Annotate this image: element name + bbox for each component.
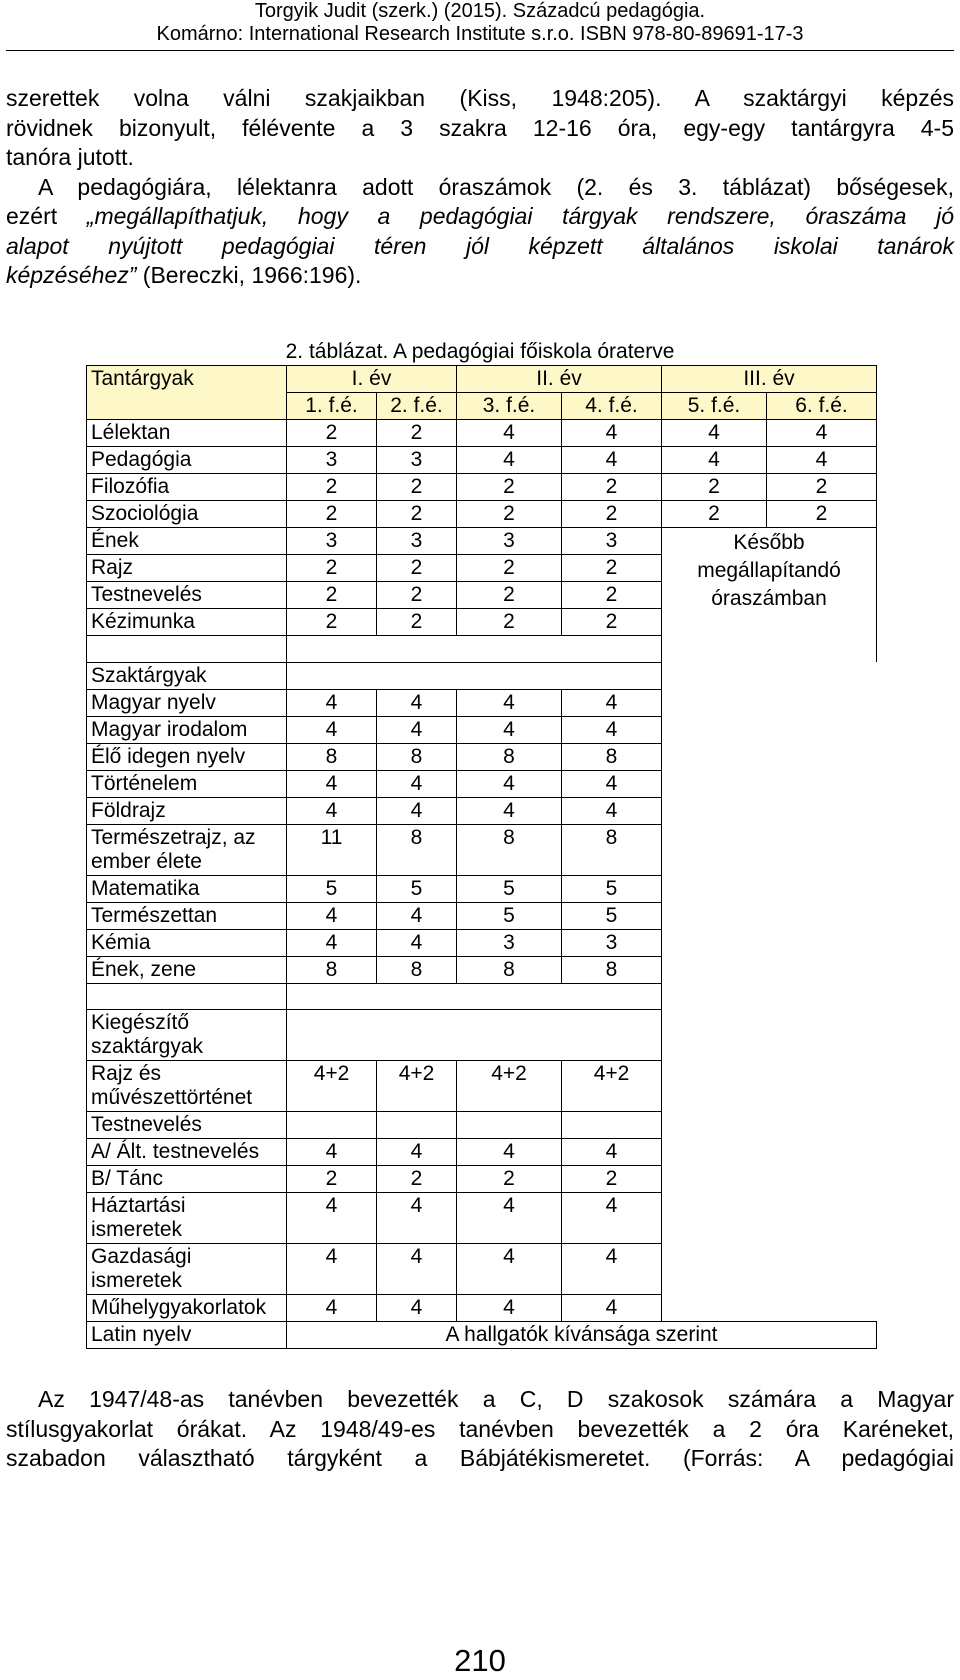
hours-cell: 3 — [377, 528, 457, 555]
year-header: II. év — [457, 366, 662, 393]
table-row — [87, 824, 877, 875]
empty-cell — [87, 636, 287, 663]
hours-cell: 4 — [457, 447, 562, 474]
table-header-row — [87, 366, 877, 393]
intro-quote: alapot nyújtott pedagógiai téren jól képzett általános iskolai tanárok — [6, 232, 954, 259]
hours-cell: 5 — [457, 875, 562, 902]
table-row — [87, 902, 877, 929]
hours-cell: 4 — [287, 716, 377, 743]
hours-cell: 2 — [377, 420, 457, 447]
semester-header: 3. f.é. — [457, 393, 562, 420]
year-header: III. év — [662, 366, 877, 393]
hours-cell: 4 — [562, 447, 662, 474]
later-note-line: Később — [733, 531, 805, 554]
hours-cell: 2 — [457, 1166, 562, 1193]
hours-cell: 2 — [562, 474, 662, 501]
hours-cell: 4 — [457, 420, 562, 447]
hours-cell — [287, 1112, 377, 1139]
empty-cell — [662, 983, 877, 1010]
hours-cell: 4 — [287, 929, 377, 956]
hours-cell: 4 — [287, 689, 377, 716]
hours-cell: 2 — [287, 555, 377, 582]
hours-cell — [457, 1112, 562, 1139]
subject-name: Latin nyelv — [87, 1322, 287, 1349]
subject-name: Matematika — [87, 875, 287, 902]
subject-name: Pedagógia — [87, 447, 287, 474]
empty-cell — [662, 770, 877, 797]
intro-line: rövidnek bizonyult, félévente a 3 szakra 12-16 óra, egy-egy tantárgyra 4-5 — [6, 114, 954, 141]
hours-cell: 8 — [287, 743, 377, 770]
header-citation: Torgyik Judit (szerk.) (2015). Századcú pedagógia. — [254, 0, 706, 22]
subject-name: Testnevelés — [87, 1112, 287, 1139]
subject-name: Élő idegen nyelv — [87, 743, 287, 770]
hours-cell: 4 — [377, 797, 457, 824]
hours-cell: 2 — [457, 555, 562, 582]
subject-name: Háztartási ismeretek — [87, 1193, 287, 1244]
table-row — [87, 689, 877, 716]
table-caption: 2. táblázat. A pedagógiai főiskola óraterve — [285, 340, 675, 363]
empty-cell — [662, 1166, 877, 1193]
table-spacer-row — [87, 983, 877, 1010]
subject-name: Földrajz — [87, 797, 287, 824]
subject-name: Gazdasági ismeretek — [87, 1244, 287, 1295]
intro-line — [6, 261, 954, 291]
hours-cell: 4 — [562, 420, 662, 447]
hours-cell: 2 — [562, 1166, 662, 1193]
hours-cell: 4 — [287, 770, 377, 797]
hours-cell: 4+2 — [562, 1061, 662, 1112]
later-note-line: megállapítandó — [697, 559, 841, 582]
hours-cell: 2 — [562, 582, 662, 609]
page-header — [0, 0, 960, 46]
hours-cell: 4 — [562, 1139, 662, 1166]
hours-cell: 4+2 — [457, 1061, 562, 1112]
table-row — [87, 528, 877, 555]
hours-cell: 4 — [457, 689, 562, 716]
page-number: 210 — [454, 1643, 506, 1678]
hours-cell: 8 — [562, 743, 662, 770]
hours-cell: 4 — [767, 447, 877, 474]
hours-cell: 4 — [287, 1139, 377, 1166]
intro-quote: „megállapíthatjuk, hogy a pedagógiai tárgyak rendszere, óraszáma jó — [86, 203, 954, 229]
hours-cell: 5 — [562, 902, 662, 929]
intro-citation: (Bereczki, 1966:196). — [136, 262, 362, 288]
intro-quote: képzéséhez” — [6, 262, 137, 288]
hours-cell: 4 — [562, 797, 662, 824]
intro-text: ezért — [6, 203, 87, 229]
hours-cell: 2 — [377, 609, 457, 636]
outro-line: Az 1947/48-as tanévben bevezették a C, D szakosok számára a Magyar — [38, 1386, 954, 1412]
outro-line: stílusgyakorlat órákat. Az 1948/49-es tanévben bevezették a 2 óra Karéneket, — [6, 1415, 954, 1442]
hours-cell: 5 — [377, 875, 457, 902]
section-title-row — [87, 1010, 877, 1061]
empty-cell — [87, 983, 287, 1010]
subject-name: Magyar irodalom — [87, 716, 287, 743]
hours-cell: 8 — [377, 743, 457, 770]
hours-cell: 3 — [287, 447, 377, 474]
outro-paragraph — [6, 1385, 954, 1474]
hours-cell: 2 — [562, 501, 662, 528]
hours-cell: 4 — [377, 902, 457, 929]
hours-cell: 8 — [457, 956, 562, 983]
hours-cell: 2 — [562, 555, 662, 582]
subject-name: Filozófia — [87, 474, 287, 501]
table-row — [87, 1193, 877, 1244]
hours-cell: 8 — [562, 824, 662, 875]
hours-cell: 3 — [287, 528, 377, 555]
hours-cell: 2 — [457, 609, 562, 636]
hours-cell: 4 — [287, 797, 377, 824]
intro-line: A pedagógiára, lélektanra adott óraszámok (2. és 3. táblázat) bőségesek, — [38, 173, 954, 200]
hours-cell: 4 — [562, 1295, 662, 1322]
subject-name: Történelem — [87, 770, 287, 797]
semester-header: 2. f.é. — [377, 393, 457, 420]
hours-cell: 2 — [562, 609, 662, 636]
hours-cell: 8 — [562, 956, 662, 983]
hours-cell: 2 — [377, 501, 457, 528]
empty-cell — [287, 983, 662, 1010]
hours-cell — [562, 1112, 662, 1139]
table-row — [87, 1112, 877, 1139]
empty-cell — [662, 902, 877, 929]
hours-cell: 2 — [287, 1166, 377, 1193]
table-row — [87, 1139, 877, 1166]
hours-cell: 4 — [562, 1244, 662, 1295]
hours-cell: 5 — [562, 875, 662, 902]
hours-cell: 2 — [457, 582, 562, 609]
table-row — [87, 956, 877, 983]
hours-cell: 4 — [662, 447, 767, 474]
subject-name: Testnevelés — [87, 582, 287, 609]
subject-name: Rajz — [87, 555, 287, 582]
subject-name: B/ Tánc — [87, 1166, 287, 1193]
subject-name: Műhelygyakorlatok — [87, 1295, 287, 1322]
subject-name: Ének, zene — [87, 956, 287, 983]
hours-cell: 2 — [377, 474, 457, 501]
hours-cell: 3 — [562, 528, 662, 555]
empty-cell — [662, 875, 877, 902]
hours-cell: 2 — [767, 474, 877, 501]
hours-cell: 4 — [377, 929, 457, 956]
hours-cell: 2 — [287, 501, 377, 528]
hours-cell: 4 — [457, 1244, 562, 1295]
outro-line: szabadon választható tárgyként a Bábjátékismeretet. (Forrás: A pedagógiai — [6, 1445, 954, 1471]
table-row — [87, 770, 877, 797]
empty-cell — [662, 1295, 877, 1322]
empty-cell — [662, 1139, 877, 1166]
empty-cell — [662, 1010, 877, 1061]
hours-cell: 4 — [662, 420, 767, 447]
table-row — [87, 420, 877, 447]
hours-cell: 2 — [287, 420, 377, 447]
hours-cell: 3 — [562, 929, 662, 956]
semester-header: 1. f.é. — [287, 393, 377, 420]
hours-cell: 4 — [377, 1139, 457, 1166]
header-rule — [6, 50, 954, 51]
year-header: I. év — [287, 366, 457, 393]
hours-cell — [377, 1112, 457, 1139]
hours-cell: 2 — [377, 555, 457, 582]
hours-cell: 2 — [662, 501, 767, 528]
subject-name: Ének — [87, 528, 287, 555]
empty-cell — [662, 689, 877, 716]
hours-cell: 4+2 — [377, 1061, 457, 1112]
hours-cell: 4 — [377, 770, 457, 797]
hours-cell: 4 — [562, 716, 662, 743]
semester-header: 4. f.é. — [562, 393, 662, 420]
hours-cell: 5 — [457, 902, 562, 929]
table-row — [87, 929, 877, 956]
semester-header: 5. f.é. — [662, 393, 767, 420]
hours-cell: 4 — [562, 1193, 662, 1244]
hours-cell: 3 — [457, 929, 562, 956]
hours-cell: 4 — [562, 689, 662, 716]
hours-cell: 2 — [377, 1166, 457, 1193]
hours-cell: 4+2 — [287, 1061, 377, 1112]
table-row — [87, 875, 877, 902]
empty-cell — [662, 1193, 877, 1244]
table-row — [87, 501, 877, 528]
hours-cell: 2 — [287, 582, 377, 609]
subject-name: Szociológia — [87, 501, 287, 528]
hours-cell: 8 — [377, 956, 457, 983]
intro-paragraph — [6, 84, 954, 291]
hours-cell: 11 — [287, 824, 377, 875]
empty-cell — [287, 662, 662, 689]
hours-cell: 4 — [377, 1295, 457, 1322]
subject-name: Természetrajz, az ember élete — [87, 824, 287, 875]
table-row — [87, 1244, 877, 1295]
later-note — [662, 528, 877, 663]
empty-cell — [662, 1244, 877, 1295]
hours-cell: 3 — [457, 528, 562, 555]
empty-cell — [662, 929, 877, 956]
hours-cell: 4 — [457, 1139, 562, 1166]
hours-cell: 4 — [457, 716, 562, 743]
hours-cell: 4 — [377, 1244, 457, 1295]
intro-line: szerettek volna válni szakjaikban (Kiss, 1948:205). A szaktárgyi képzés — [6, 85, 954, 111]
hours-cell: 2 — [662, 474, 767, 501]
hours-cell: 4 — [287, 1295, 377, 1322]
hours-cell: 4 — [377, 1193, 457, 1244]
subject-name: Kémia — [87, 929, 287, 956]
table-row — [87, 743, 877, 770]
hours-cell: 4 — [377, 689, 457, 716]
table-block-major — [87, 662, 877, 1010]
empty-cell — [662, 716, 877, 743]
table-block-arts — [87, 528, 877, 663]
hours-cell: 2 — [287, 609, 377, 636]
hours-cell: 2 — [767, 501, 877, 528]
table-row-latin — [87, 1322, 877, 1349]
intro-line — [6, 202, 954, 232]
hours-cell: 8 — [287, 956, 377, 983]
latin-note: A hallgatók kívánsága szerint — [287, 1322, 877, 1349]
table-row — [87, 1295, 877, 1322]
empty-cell — [662, 1061, 877, 1112]
empty-cell — [287, 636, 662, 663]
subject-name: Magyar nyelv — [87, 689, 287, 716]
subject-name: Kézimunka — [87, 609, 287, 636]
header-publisher: Komárno: International Research Institute s.r.o. ISBN 978-80-89691-17-3 — [156, 23, 804, 45]
curriculum-table — [86, 365, 877, 1349]
hours-cell: 8 — [377, 824, 457, 875]
table-row — [87, 797, 877, 824]
table-block-supplementary — [87, 1010, 877, 1322]
hours-cell: 4 — [457, 770, 562, 797]
table-row — [87, 1061, 877, 1112]
empty-cell — [662, 797, 877, 824]
hours-cell: 4 — [457, 1193, 562, 1244]
hours-cell: 2 — [457, 501, 562, 528]
hours-cell: 4 — [287, 902, 377, 929]
later-note-line: óraszámban — [711, 587, 827, 610]
table-row — [87, 1166, 877, 1193]
section-title: Kiegészítő szaktárgyak — [87, 1010, 287, 1061]
hours-cell: 5 — [287, 875, 377, 902]
section-title: Szaktárgyak — [87, 662, 287, 689]
hours-cell: 4 — [562, 770, 662, 797]
subject-name: Rajz és művészettörténet — [87, 1061, 287, 1112]
subject-name: A/ Ált. testnevelés — [87, 1139, 287, 1166]
empty-cell — [662, 956, 877, 983]
table-row — [87, 716, 877, 743]
subject-name: Lélektan — [87, 420, 287, 447]
hours-cell: 4 — [287, 1244, 377, 1295]
table-row — [87, 474, 877, 501]
hours-cell: 4 — [457, 1295, 562, 1322]
hours-cell: 2 — [287, 474, 377, 501]
section-title-row — [87, 662, 877, 689]
semester-header: 6. f.é. — [767, 393, 877, 420]
hours-cell: 2 — [377, 582, 457, 609]
hours-cell: 8 — [457, 824, 562, 875]
table-block-general — [87, 420, 877, 528]
hours-cell: 4 — [287, 1193, 377, 1244]
hours-cell: 4 — [377, 716, 457, 743]
subject-name: Természettan — [87, 902, 287, 929]
subject-header: Tantárgyak — [87, 366, 287, 420]
hours-cell: 2 — [457, 474, 562, 501]
hours-cell: 3 — [377, 447, 457, 474]
empty-cell — [662, 824, 877, 875]
table-row — [87, 447, 877, 474]
intro-line: tanóra jutott. — [6, 144, 134, 170]
hours-cell: 4 — [457, 797, 562, 824]
empty-cell — [662, 743, 877, 770]
empty-cell — [662, 1112, 877, 1139]
hours-cell: 4 — [767, 420, 877, 447]
empty-cell — [287, 1010, 662, 1061]
empty-cell — [662, 662, 877, 689]
hours-cell: 8 — [457, 743, 562, 770]
intro-line — [6, 232, 954, 262]
